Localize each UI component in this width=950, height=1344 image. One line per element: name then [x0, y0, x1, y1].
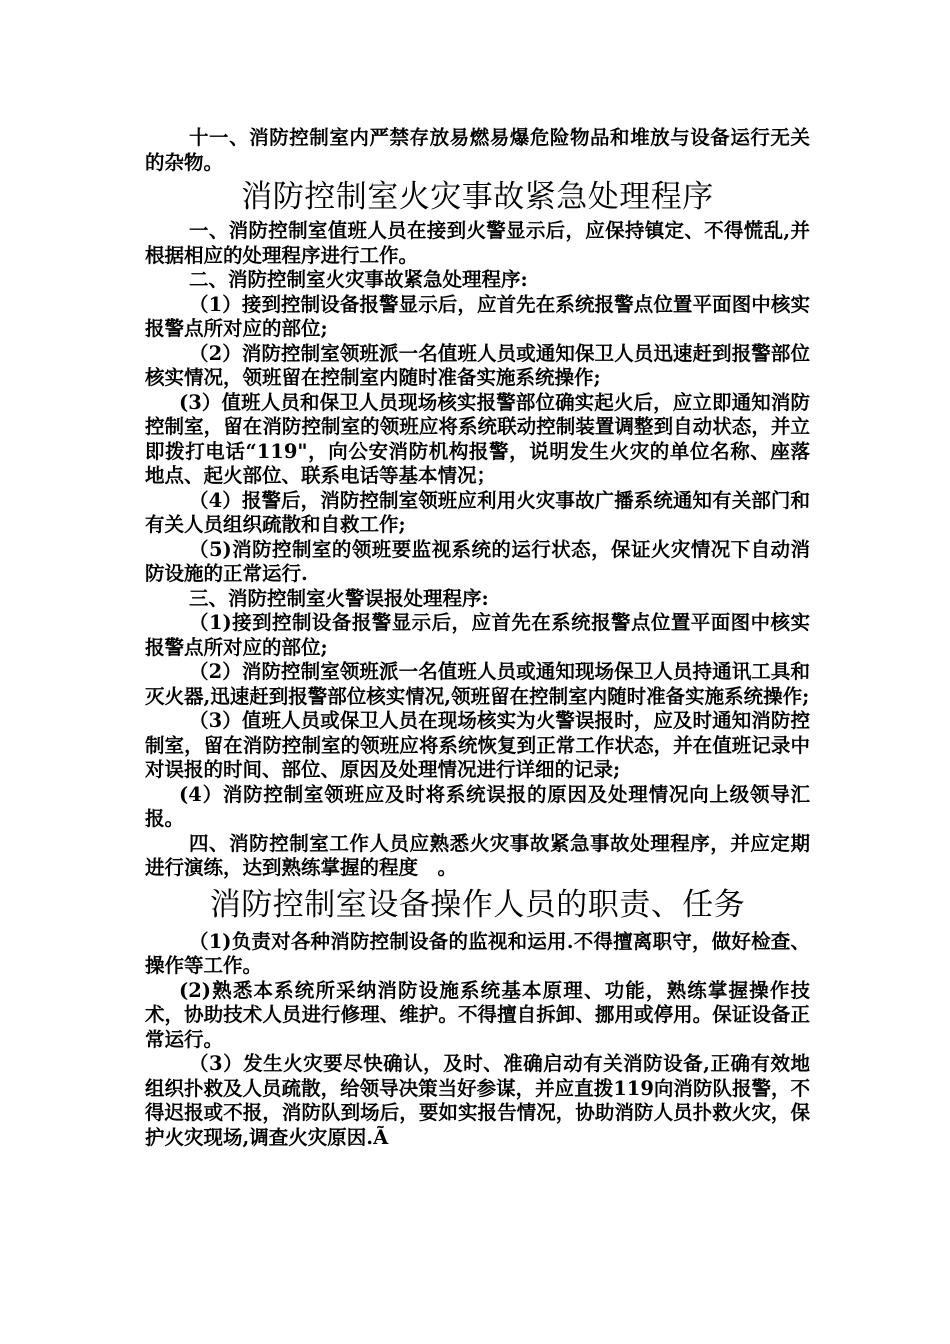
- intro-paragraph: 十一、消防控制室内严禁存放易燃易爆危险物品和堆放与设备运行无关的杂物。: [145, 126, 810, 174]
- paragraph: 三、消防控制室火警误报处理程序:: [189, 586, 489, 610]
- paragraph: (2)熟悉本系统所采纳消防设施系统基本原理、功能，熟练掌握操作技术，协助技术人员进行修理、维护。不得擅自拆卸、挪用或停用。保证设备正常运行。: [145, 978, 810, 1051]
- paragraph: (4）消防控制室领班应及时将系统误报的原因及处理情况向上级领导汇报。: [145, 782, 810, 830]
- section-title-operator-duties: 消防控制室设备操作人员的职责、任务: [209, 886, 746, 923]
- paragraph: (3）值班人员和保卫人员现场核实报警部位确实起火后，应立即通知消防控制室，留在消防控制室的领班应将系统联动控制装置调整到自动状态，并立即拨打电话“119"，向公安消防机构报警，说明发生火灾的单位名称、座落地点、起火部位、联系电话等基本情况；: [145, 390, 810, 487]
- paragraph: （2）消防控制室领班派一名值班人员或通知保卫人员迅速赶到报警部位核实情况，领班留在控制室内随时准备实施系统操作;: [145, 341, 810, 389]
- paragraph: 四、消防控制室工作人员应熟悉火灾事故紧急事故处理程序，并应定期进行演练，达到熟练掌握的程度 。: [145, 831, 810, 879]
- paragraph: （2）消防控制室领班派一名值班人员或通知现场保卫人员持通讯工具和灭火器,迅速赶到报警部位核实情况,领班留在控制室内随时准备实施系统操作;: [145, 660, 810, 708]
- document-page: [145, 126, 810, 1150]
- paragraph: （1)接到控制设备报警显示后，应首先在系统报警点位置平面图中核实报警点所对应的部位;: [145, 611, 810, 659]
- paragraph: （5)消防控制室的领班要监视系统的运行状态，保证火灾情况下自动消防设施的正常运行.: [145, 537, 810, 585]
- paragraph: （4）报警后，消防控制室领班应利用火灾事故广播系统通知有关部门和有关人员组织疏散和自救工作;: [145, 488, 810, 536]
- paragraph: 二、消防控制室火灾事故紧急处理程序:: [189, 268, 528, 291]
- paragraph: （3）值班人员或保卫人员在现场核实为火警误报时，应及时通知消防控制室，留在消防控制室的领班应将系统恢复到正常工作状态，并在值班记录中对误报的时间、部位、原因及处理情况进行详细的记录;: [145, 709, 810, 781]
- paragraph: 一、消防控制室值班人员在接到火警显示后，应保持镇定、不得慌乱,并根据相应的处理程序进行工作。: [145, 219, 810, 267]
- paragraph: （1）接到控制设备报警显示后，应首先在系统报警点位置平面图中核实报警点所对应的部位;: [145, 292, 810, 340]
- paragraph: （3）发生火灾要尽快确认，及时、准确启动有关消防设备,正确有效地组织扑救及人员疏散，给领导决策当好参谋，并应直拨119向消防队报警，不得迟报或不报，消防队到场后，要如实报告情况，协助消防人员扑救火灾，保护火灾现场,调查火灾原因.Ã: [145, 1052, 810, 1149]
- section-title-emergency-procedure: 消防控制室火灾事故紧急处理程序: [241, 179, 714, 215]
- paragraph: （1)负责对各种消防控制设备的监视和运用.不得擅离职守，做好检查、操作等工作。: [145, 929, 810, 977]
